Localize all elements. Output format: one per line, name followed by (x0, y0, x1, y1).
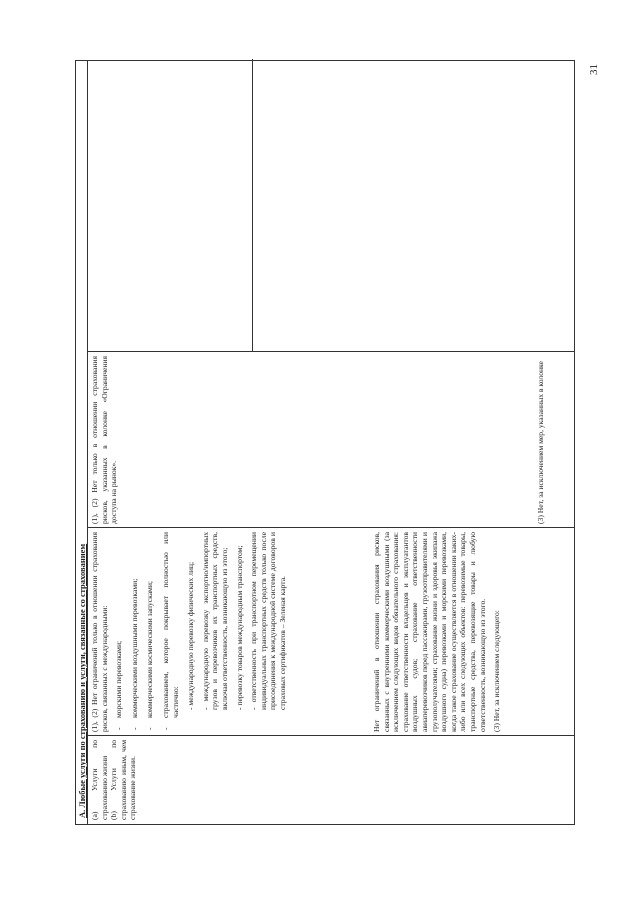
column-divider (88, 351, 574, 352)
market-access-intro: (1), (2) Нет ограничений только в отношении страхования рисков, связанных с международными: (90, 532, 109, 732)
list-item: - морскими перевозками; (114, 532, 124, 732)
page-number: 31 (588, 64, 600, 75)
column-divider (88, 527, 574, 528)
sublist-item: - международную перевозку физических лиц; (186, 561, 196, 710)
sublist-item: - ответственность при транспортном перемещении индивидуальных транспортных средств только после присоединения к международной системе договоров и страховых сертификатов – Зеленая карта. (249, 532, 287, 710)
national-treatment-p2: (3) Нет, за исключением мер, указанных в колонке (536, 361, 545, 524)
sublist-item: - перевозку товаров международным транспортом; (234, 545, 244, 710)
row-divider (252, 59, 253, 352)
risk-list (114, 532, 180, 732)
sublist (186, 532, 287, 732)
list-item: - коммерческими воздушными перевозками; (130, 532, 140, 732)
sector-life: (a) Услуги по страхованию жизни (90, 740, 109, 820)
column-divider (88, 735, 574, 736)
table-header: А. Любые услуги по страхованию и услуги, связанные со страхованием (76, 61, 88, 824)
list-item: - страхованием, которое покрывает полностью или частично: (161, 532, 180, 732)
commitments-table (75, 60, 575, 825)
national-treatment-p1: (1), (2) Нет только в отношении страхования рисков, указанных в колонке «Ограничения доступа на рынок». (90, 356, 119, 524)
national-treatment-cell-2 (536, 356, 551, 524)
sector-cell (90, 740, 138, 820)
sublist-item: - международную перевозку экспортно/импортных грузов и перевозчиков их транспортных средств, включая ответственность, возникающую из этого; (200, 532, 229, 710)
domestic-transport-paragraph: Нет ограничений в отношении страхования рисков, связанных с внутренними коммерческими воздушными (за исключением следующих видов обязательного страхования: страхование ответственности владельцев и эксплуатантов воздушных судов; страхование ответственности авиаперевозчиков перед пассажирами, грузоотправителями и грузополучателями; страхование жизни и здоровья экипажа воздушного судна) перевозками и морскими перевозками, когда такое страхование осуществляется в отношении каких-либо или всех следующих объектов: перевозимые товары, транспортные средства, перевозящие товары и любую ответственность, возникающую из этого. (372, 532, 487, 732)
market-access-cell-2 (372, 532, 507, 732)
sector-nonlife: (b) Услуги по страхованию иным, чем страхование жизни. (109, 740, 138, 820)
mode3-paragraph: (3) Нет, за исключением следующего: (492, 610, 502, 732)
national-treatment-cell (90, 356, 124, 524)
list-item: - коммерческими космическими запусками; (145, 532, 155, 732)
market-access-cell (90, 532, 293, 732)
rotated-page (75, 60, 575, 825)
